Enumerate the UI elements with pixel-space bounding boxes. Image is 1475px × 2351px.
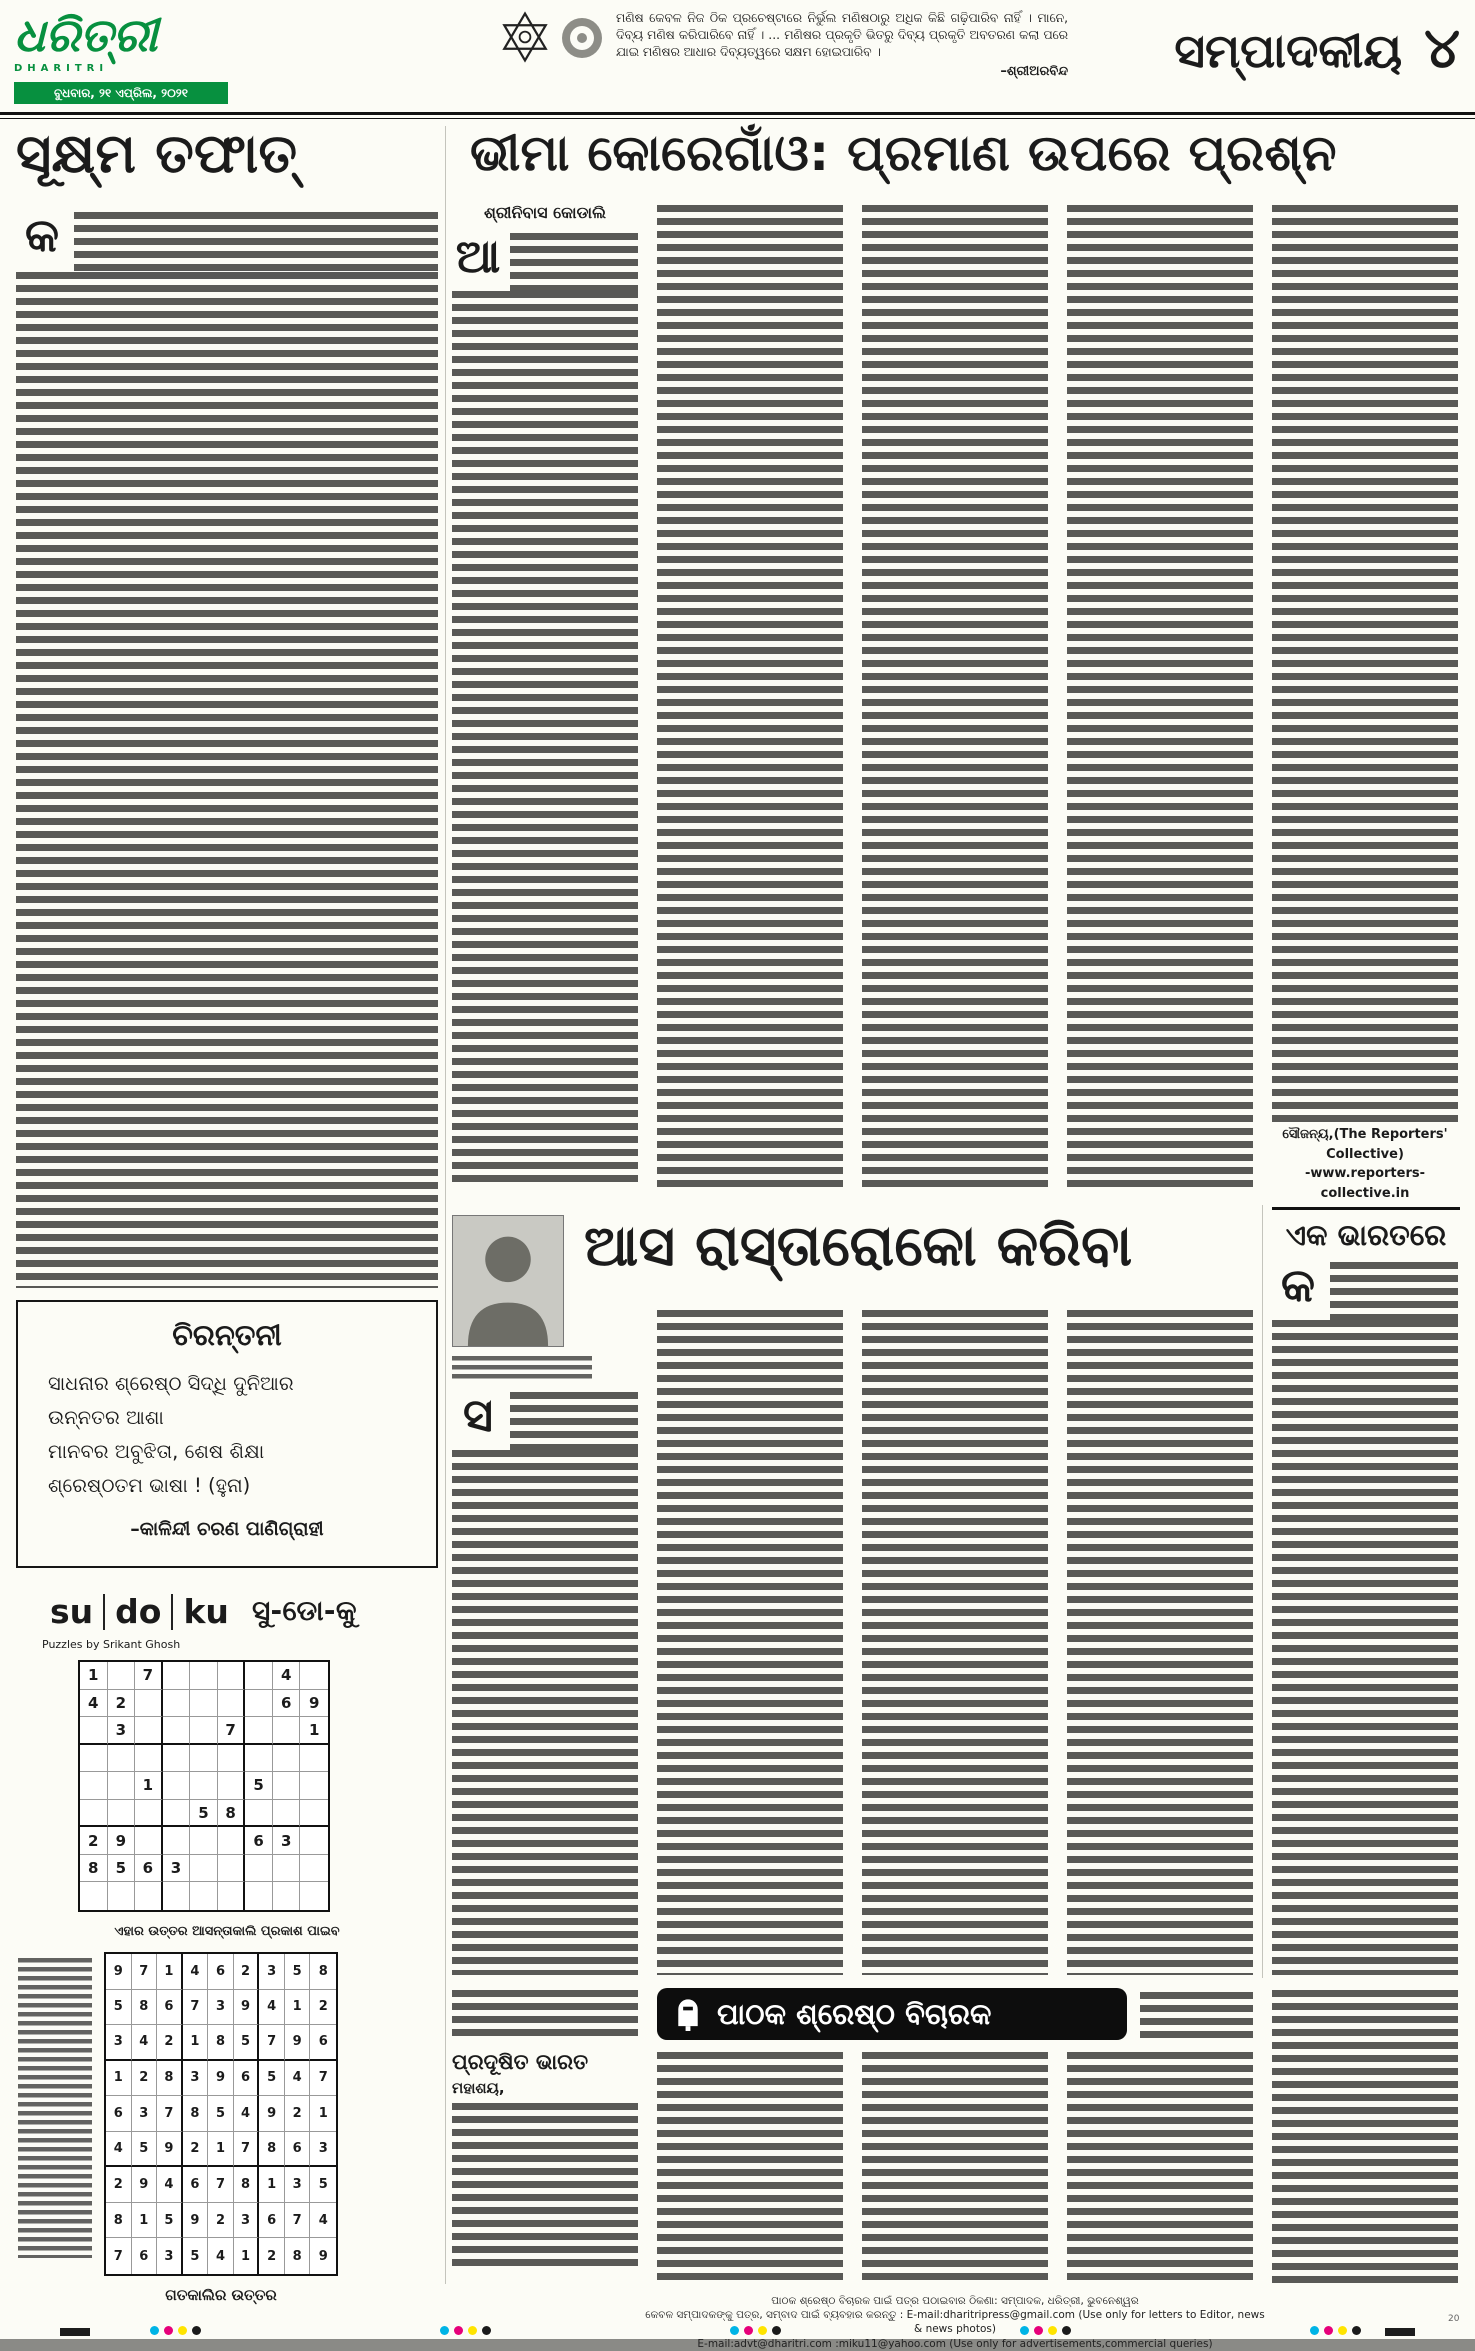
sudoku-solution-cell: 9 (208, 2061, 234, 2097)
sudoku-puzzle-cell: 5 (190, 1800, 218, 1828)
sudoku-puzzle-cell (300, 1745, 328, 1773)
sudoku-solution-cell: 5 (285, 1954, 311, 1990)
registration-dot (192, 2326, 201, 2335)
chirantani-line: ମାନବର ଅବୁଝିତା, ଶେଷ ଶିକ୍ଷା (48, 1440, 265, 1464)
chirantani-attribution: –କାଳିନ୍ଦୀ ଚରଣ ପାଣିଗ୍ରାହୀ (130, 1517, 324, 1540)
emblem-circle-icon (560, 16, 604, 60)
sudoku-solution-cell: 4 (132, 2025, 158, 2061)
sudoku-puzzle-cell (135, 1745, 163, 1773)
sudoku-puzzle-cell (108, 1800, 136, 1828)
author-photo (452, 1215, 564, 1347)
sudoku-puzzle-cell (273, 1772, 301, 1800)
sudoku-puzzle-cell: 6 (273, 1690, 301, 1718)
registration-dot (1062, 2326, 1071, 2335)
feature-column-2 (657, 1310, 843, 1975)
sudoku-solution-cell: 6 (157, 1990, 183, 2026)
sudoku-solution-cell: 7 (208, 2167, 234, 2203)
lead-credit-line: ସୌଜନ୍ୟ,(The Reporters' Collective) (1282, 1127, 1448, 1162)
sudoku-solution-cell: 5 (234, 2025, 260, 2061)
sudoku-solution-cell: 2 (310, 1990, 336, 2026)
sudoku-solution-cell: 3 (132, 2096, 158, 2132)
sudoku-puzzle-cell: 1 (135, 1772, 163, 1800)
sudoku-puzzle-cell (218, 1855, 246, 1883)
sudoku-puzzle-cell (273, 1717, 301, 1745)
editorial-headline: ସୂକ୍ଷ୍ମ ତଫାତ୍ (16, 122, 298, 185)
registration-dot (758, 2326, 767, 2335)
sudoku-puzzle-cell: 4 (80, 1690, 108, 1718)
sudoku-puzzle-cell: 8 (80, 1855, 108, 1883)
sudoku-puzzle-cell (218, 1690, 246, 1718)
footer-line-1: ପାଠକ ଶ୍ରେଷ୍ଠ ବିଚାରକ ପାଇଁ ପତ୍ର ପଠାଇବାର ଠିକଣା: ସମ୍ପାଦକ, ଧରିତ୍ରୀ, ଭୁବନେଶ୍ୱର (771, 2295, 1139, 2307)
sudoku-puzzle-cell (273, 1800, 301, 1828)
letters-column-3 (862, 2052, 1048, 2286)
sudoku-solution-cell: 2 (183, 2132, 209, 2168)
registration-dot (1020, 2326, 1029, 2335)
registration-dot (772, 2326, 781, 2335)
registration-dot (730, 2326, 739, 2335)
sudoku-solution-cell: 9 (285, 2025, 311, 2061)
sudoku-puzzle-cell (245, 1662, 273, 1690)
body-text-simulated (452, 1990, 638, 2042)
sudoku-solution-cell: 8 (183, 2096, 209, 2132)
sudoku-puzzle-cell (245, 1690, 273, 1718)
footer-line-3: E-mail:advt@dharitri.com :miku11@yahoo.com (Use only for advertisements,commercial queries) (697, 2337, 1213, 2350)
sudoku-solution-cell: 5 (106, 1990, 132, 2026)
sudoku-puzzle-cell (163, 1800, 191, 1828)
sudoku-puzzle-cell: 9 (300, 1690, 328, 1718)
sudoku-puzzle-cell (135, 1690, 163, 1718)
masthead-date: ବୁଧବାର, ୨୧ ଏପ୍ରିଲ, ୨୦୨୧ (14, 82, 228, 104)
sudoku-solution-cell: 3 (208, 1990, 234, 2026)
sudoku-solution-cell: 1 (132, 2203, 158, 2239)
registration-bar (1385, 2328, 1415, 2336)
sudoku-solution-cell: 4 (259, 1990, 285, 2026)
one-india-body (1272, 1258, 1458, 1975)
body-text-simulated (452, 2103, 638, 2271)
sudoku-puzzle-cell (245, 1882, 273, 1910)
feature-column-1 (452, 1388, 638, 1975)
sudoku-puzzle-cell: 7 (218, 1717, 246, 1745)
sudoku-solution-cell: 1 (106, 2061, 132, 2097)
sudoku-solution-cell: 5 (259, 2061, 285, 2097)
body-text-simulated (1140, 1992, 1253, 2040)
sudoku-puzzle-cell (273, 1882, 301, 1910)
sudoku-puzzle-cell (218, 1827, 246, 1855)
sudoku-solution-cell: 7 (157, 2096, 183, 2132)
letter-salutation: ମହାଶୟ, (452, 2079, 505, 2097)
sudoku-solution-cell: 7 (259, 2025, 285, 2061)
sudoku-puzzle-cell (163, 1717, 191, 1745)
sudoku-solution-cell: 7 (183, 1990, 209, 2026)
sudoku-note: ଏହାର ଉତ୍ତର ଆସନ୍ତାକାଲି ପ୍ରକାଶ ପାଇବ (114, 1924, 340, 1939)
sudoku-solution-cell: 2 (106, 2167, 132, 2203)
feature-drop-cap: ସ (452, 1392, 504, 1438)
sudoku-solution-cell: 6 (310, 2025, 336, 2061)
header-quote (616, 10, 1068, 102)
sudoku-logo-part: su (50, 1591, 94, 1631)
sudoku-solution-cell: 3 (183, 2061, 209, 2097)
sudoku-puzzle-grid (78, 1660, 330, 1912)
aurobindo-symbol-icon (498, 10, 552, 64)
sudoku-puzzle-cell: 3 (273, 1827, 301, 1855)
sudoku-puzzle-cell (300, 1827, 328, 1855)
sudoku-puzzle-cell (190, 1690, 218, 1718)
sudoku-solution-cell: 2 (157, 2025, 183, 2061)
column-divider (445, 126, 446, 2284)
sudoku-solution-cell: 3 (234, 2203, 260, 2239)
sudoku-solution-cell: 4 (208, 2238, 234, 2274)
sudoku-puzzle-cell (163, 1827, 191, 1855)
body-text-simulated (16, 272, 438, 1288)
sudoku-solution-cell: 9 (132, 2167, 158, 2203)
chirantani-box (16, 1300, 438, 1568)
sudoku-solution-cell: 4 (285, 2061, 311, 2097)
registration-marks (440, 2326, 491, 2335)
masthead (14, 8, 228, 80)
sudoku-solution-cell: 4 (310, 2203, 336, 2239)
section-title: ସମ୍ପାଦକୀୟ (1174, 24, 1403, 79)
sudoku-puzzle-cell (273, 1855, 301, 1883)
section-header (1100, 16, 1460, 100)
sudoku-solution-cell: 5 (157, 2203, 183, 2239)
sudoku-solution-cell: 8 (157, 2061, 183, 2097)
registration-dot (1338, 2326, 1347, 2335)
sudoku-puzzle-cell (80, 1882, 108, 1910)
sudoku-logo-part: do (103, 1594, 171, 1630)
sudoku-puzzle-cell (245, 1745, 273, 1773)
editorial-drop-cap: କ (16, 212, 68, 258)
sudoku-puzzle-cell: 5 (245, 1772, 273, 1800)
sudoku-solution-cell: 6 (183, 2167, 209, 2203)
body-text-simulated (1272, 205, 1458, 1125)
sudoku-solution-cell: 2 (208, 2203, 234, 2239)
body-text-simulated (74, 212, 438, 272)
sudoku-puzzle-cell: 3 (108, 1717, 136, 1745)
sudoku-puzzle-cell (108, 1772, 136, 1800)
sudoku-instructions-simulated (18, 1958, 92, 2258)
sudoku-solution-cell: 6 (234, 2061, 260, 2097)
registration-dot (1034, 2326, 1043, 2335)
masthead-title: ଧରିତ୍ରୀ (14, 8, 158, 62)
registration-dot (150, 2326, 159, 2335)
lead-column-2 (657, 205, 843, 1190)
sudoku-puzzle-cell (163, 1745, 191, 1773)
sudoku-solution-cell: 2 (234, 1954, 260, 1990)
sudoku-puzzle-cell: 9 (108, 1827, 136, 1855)
one-india-drop-cap: କ (1272, 1262, 1324, 1308)
lead-drop-cap: ଆ (452, 233, 504, 279)
sudoku-solution-cell: 3 (310, 2132, 336, 2168)
mailbox-icon (673, 1997, 703, 2031)
registration-dot (1324, 2326, 1333, 2335)
sudoku-puzzle-cell (218, 1772, 246, 1800)
registration-marks (150, 2326, 201, 2335)
sudoku-solution-cell: 3 (106, 2025, 132, 2061)
lead-column-4 (1067, 205, 1253, 1190)
sudoku-puzzle-cell (163, 1690, 191, 1718)
sudoku-puzzle-cell (80, 1800, 108, 1828)
column-divider (1262, 1205, 1263, 1978)
sudoku-solution-cell: 4 (106, 2132, 132, 2168)
letters-column-right (1272, 1990, 1458, 2286)
feature-headline: ଆସ ରାସ୍ତାରୋକୋ କରିବା (584, 1214, 1133, 1279)
sudoku-puzzle-cell (300, 1800, 328, 1828)
sudoku-solution-cell: 9 (106, 1954, 132, 1990)
sudoku-solution-cell: 2 (259, 2238, 285, 2274)
sudoku-puzzle-cell (190, 1827, 218, 1855)
registration-dot (1352, 2326, 1361, 2335)
sudoku-solution-cell: 1 (259, 2167, 285, 2203)
sudoku-solution-cell: 5 (310, 2167, 336, 2203)
lead-column-5 (1272, 205, 1458, 1201)
sudoku-puzzle-cell (190, 1745, 218, 1773)
sudoku-puzzle-cell (135, 1717, 163, 1745)
sudoku-solution-cell: 9 (183, 2203, 209, 2239)
body-text-simulated (510, 1392, 638, 1450)
sudoku-solution-cell: 1 (183, 2025, 209, 2061)
sudoku-puzzle-cell (300, 1855, 328, 1883)
sudoku-puzzle-cell (135, 1800, 163, 1828)
sudoku-puzzle-cell (300, 1772, 328, 1800)
sudoku-solution-cell: 5 (208, 2096, 234, 2132)
body-text-simulated (452, 291, 638, 1188)
sudoku-solution-cell: 9 (259, 2096, 285, 2132)
one-india-header: ଏକ ଭାରତରେ (1272, 1207, 1460, 1253)
editorial-body (16, 208, 438, 1288)
sudoku-solution-cell: 1 (310, 2096, 336, 2132)
lead-column-1 (452, 203, 638, 1190)
sudoku-solution-cell: 6 (106, 2096, 132, 2132)
sudoku-puzzle-cell (163, 1662, 191, 1690)
sudoku-puzzle-cell: 8 (218, 1800, 246, 1828)
sudoku-solution-cell: 7 (234, 2132, 260, 2168)
masthead-subtitle: DHARITRI (14, 63, 109, 75)
registration-dot (164, 2326, 173, 2335)
sudoku-solution-cell: 3 (285, 2167, 311, 2203)
chirantani-line: ଶ୍ରେଷ୍ଠତମ ଭାଷା ! (ହୁନା) (48, 1474, 251, 1498)
sudoku-solution-cell: 2 (132, 2061, 158, 2097)
sudoku-puzzle-cell: 4 (273, 1662, 301, 1690)
sudoku-solution-cell: 1 (208, 2132, 234, 2168)
sudoku-solution-cell: 2 (285, 2096, 311, 2132)
body-text-simulated (452, 1450, 638, 1975)
sudoku-solution-cell: 1 (285, 1990, 311, 2026)
sudoku-puzzle-cell: 6 (135, 1855, 163, 1883)
registration-dot (178, 2326, 187, 2335)
registration-marks (1020, 2326, 1071, 2335)
sudoku-puzzle-cell (80, 1772, 108, 1800)
chirantani-title: ଚିରନ୍ତନୀ (172, 1318, 282, 1352)
lead-credit-url: -www.reporters-collective.in (1305, 1166, 1425, 1201)
sudoku-puzzle-cell: 3 (163, 1855, 191, 1883)
sudoku-solution-cell: 8 (132, 1990, 158, 2026)
sudoku-puzzle-cell: 5 (108, 1855, 136, 1883)
sudoku-puzzle-cell: 1 (300, 1717, 328, 1745)
sudoku-puzzle-cell (135, 1827, 163, 1855)
sudoku-logo (40, 1590, 239, 1634)
sudoku-solution-cell: 8 (310, 1954, 336, 1990)
sudoku-answer-caption: ଗତକାଲିର ଉତ୍ତର (165, 2286, 277, 2304)
sudoku-solution-cell: 8 (234, 2167, 260, 2203)
sudoku-puzzle-cell: 1 (80, 1662, 108, 1690)
sudoku-solution-cell: 9 (157, 2132, 183, 2168)
registration-dot (1048, 2326, 1057, 2335)
letters-column-2 (657, 2052, 843, 2286)
letters-banner (657, 1988, 1127, 2040)
registration-dot (744, 2326, 753, 2335)
sudoku-solution-cell: 1 (234, 2238, 260, 2274)
registration-dot (468, 2326, 477, 2335)
sudoku-solution-cell: 3 (157, 2238, 183, 2274)
sudoku-solution-grid (104, 1952, 338, 2276)
sudoku-puzzle-cell: 7 (135, 1662, 163, 1690)
sudoku-logo-part: ku (171, 1594, 238, 1630)
sudoku-puzzle-cell: 2 (80, 1827, 108, 1855)
sudoku-credit: Puzzles by Srikant Ghosh (42, 1638, 181, 1651)
sudoku-solution-cell: 7 (106, 2238, 132, 2274)
sudoku-solution-cell: 8 (259, 2132, 285, 2168)
registration-bar (60, 2328, 90, 2336)
sudoku-solution-cell: 4 (234, 2096, 260, 2132)
sudoku-puzzle-cell (218, 1745, 246, 1773)
sudoku-solution-cell: 5 (183, 2238, 209, 2274)
body-text-simulated (1272, 1320, 1458, 1975)
sudoku-puzzle-cell (80, 1745, 108, 1773)
letter-first (452, 1990, 638, 2286)
letters-column-4 (1067, 2052, 1253, 2286)
sudoku-puzzle-cell (190, 1882, 218, 1910)
feature-column-3 (862, 1310, 1048, 1975)
sudoku-puzzle-cell (163, 1882, 191, 1910)
sudoku-solution-cell: 7 (310, 2061, 336, 2097)
sudoku-solution-cell: 8 (106, 2203, 132, 2239)
registration-dot (1310, 2326, 1319, 2335)
sudoku-puzzle-cell (190, 1855, 218, 1883)
author-caption-simulated (452, 1356, 592, 1380)
sudoku-puzzle-cell (190, 1717, 218, 1745)
sudoku-puzzle-cell (245, 1717, 273, 1745)
sudoku-puzzle-cell: 2 (108, 1690, 136, 1718)
registration-marks (730, 2326, 781, 2335)
header-quote-text: ମଣିଷ କେବଳ ନିଜ ଠିକ ପ୍ରଚେଷ୍ଟାରେ ନିର୍ଭୁଲ ମଣିଷଠାରୁ ଅଧିକ କିଛି ଗଢ଼ିପାରିବ ନାହିଁ । ମାନେ, ଦିବ୍ୟ ମଣିଷ କରିପାରିବେ ନାହିଁ । ... ମଣିଷର ପ୍ରକୃତି ଭିତରୁ ଦିବ୍ୟ ପ୍ରକୃତି ଅବତରଣ କଲା ପରେ ଯାଇ ମଣିଷର ଆଧାର ଦିବ୍ୟତ୍ୱରେ ସକ୍ଷମ ହୋଇପାରିବ । (616, 11, 1068, 60)
body-text-simulated (510, 233, 638, 291)
footer-line-2: କେବଳ ସମ୍ପାଦକଙ୍କୁ ପତ୍ର, ସମ୍ବାଦ ପାଇଁ ବ୍ୟବହାର କରନ୍ତୁ : E-mail:dharitripress@gmail.com (Use only for letters to Editor, news & news photos) (645, 2309, 1265, 2336)
sudoku-solution-cell: 7 (285, 2203, 311, 2239)
sudoku-puzzle-cell (190, 1662, 218, 1690)
sudoku-solution-cell: 7 (132, 1954, 158, 1990)
sudoku-solution-cell: 6 (208, 1954, 234, 1990)
sudoku-puzzle-cell (273, 1745, 301, 1773)
sudoku-solution-cell: 8 (285, 2238, 311, 2274)
sudoku-puzzle-cell (300, 1662, 328, 1690)
header-quote-attribution: –ଶ୍ରୀଅରବିନ୍ଦ (1000, 63, 1068, 79)
sudoku-solution-cell: 3 (259, 1954, 285, 1990)
sudoku-solution-cell: 6 (285, 2132, 311, 2168)
sudoku-solution-cell: 6 (259, 2203, 285, 2239)
sudoku-puzzle-cell (190, 1772, 218, 1800)
sudoku-puzzle-cell (218, 1662, 246, 1690)
sudoku-puzzle-cell (108, 1882, 136, 1910)
sudoku-solution-cell: 4 (183, 1954, 209, 1990)
sudoku-solution-cell: 9 (318, 2248, 328, 2264)
chirantani-line: ଉନ୍ନତର ଆଶା (48, 1406, 164, 1430)
sudoku-puzzle-cell (108, 1745, 136, 1773)
feature-column-4 (1067, 1310, 1253, 1975)
sudoku-puzzle-cell (108, 1662, 136, 1690)
sudoku-puzzle-cell: 6 (245, 1827, 273, 1855)
sudoku-solution-cell: 8 (208, 2025, 234, 2061)
body-text-simulated (1330, 1262, 1458, 1320)
registration-dot (454, 2326, 463, 2335)
sudoku-puzzle-cell (218, 1882, 246, 1910)
sudoku-solution-cell: 5 (132, 2132, 158, 2168)
sudoku-puzzle-cell (135, 1882, 163, 1910)
registration-dot (482, 2326, 491, 2335)
sudoku-title: ସୁ-ଡୋ-କୁ (252, 1594, 357, 1627)
lead-byline: ଶ୍ରୀନିବାସ କୋଡାଲି (483, 203, 607, 222)
sudoku-solution-cell: 6 (132, 2238, 158, 2274)
page-number: ୪ (1424, 16, 1460, 81)
sudoku-puzzle-cell (245, 1800, 273, 1828)
lead-headline: ଭୀମା କୋରେଗାଁଓ: ପ୍ରମାଣ ଉପରେ ପ୍ରଶ୍ନ (470, 124, 1337, 182)
sudoku-solution-cell: 9 (234, 1990, 260, 2026)
sudoku-solution-cell: 1 (157, 1954, 183, 1990)
sudoku-puzzle-cell (300, 1882, 328, 1910)
letters-banner-title: ପାଠକ ଶ୍ରେଷ୍ଠ ବିଚାରକ (717, 1996, 992, 2031)
chirantani-line: ସାଧନାର ଶ୍ରେଷ୍ଠ ସିଦ୍ଧି ଦୁନିଆର (48, 1372, 294, 1395)
registration-dot (440, 2326, 449, 2335)
sudoku-solution-cell: 4 (157, 2167, 183, 2203)
sudoku-puzzle-cell (245, 1855, 273, 1883)
sudoku-puzzle-cell (80, 1717, 108, 1745)
registration-marks (1310, 2326, 1361, 2335)
footer-contact (640, 2294, 1270, 2351)
letter-title: ପ୍ରଦୂଷିତ ଭାରତ (452, 2050, 589, 2074)
header-rule-thin (0, 118, 1475, 119)
lead-column-3 (862, 205, 1048, 1190)
edition-mark: 20 (1448, 2314, 1460, 2324)
header-rule (0, 112, 1475, 115)
sudoku-puzzle-cell (163, 1772, 191, 1800)
